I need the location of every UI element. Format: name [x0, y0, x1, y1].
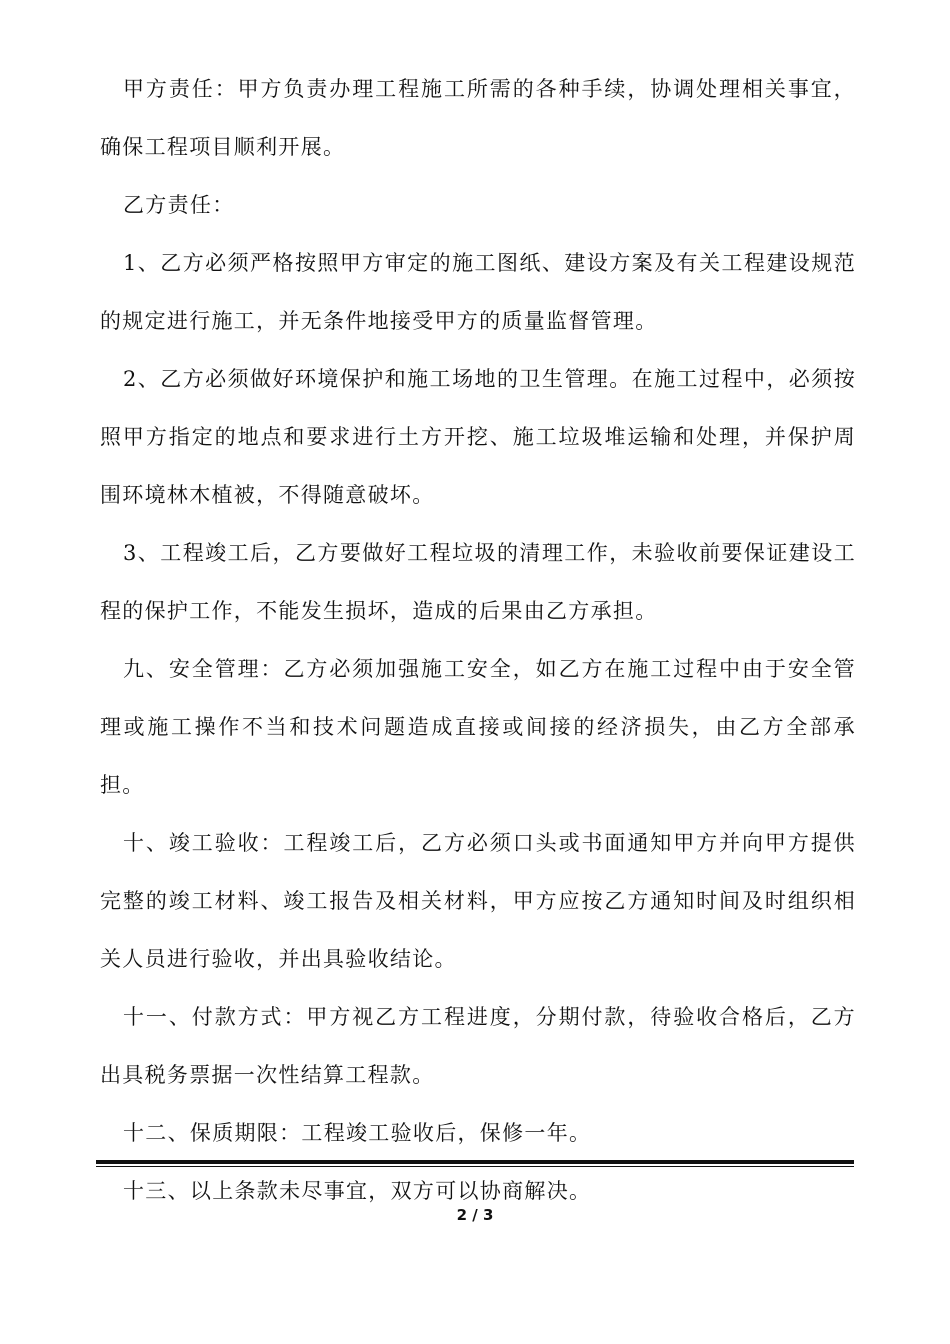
paragraph-safety-management: 九、安全管理：乙方必须加强施工安全，如乙方在施工过程中由于安全管理或施工操作不当和技术问题造成直接或间接的经济损失，由乙方全部承担。 [100, 657, 856, 797]
paragraph-payment-method: 十一、付款方式：甲方视乙方工程进度，分期付款，待验收合格后，乙方出具税务票据一次性结算工程款。 [100, 1005, 856, 1087]
footer-divider [96, 1160, 854, 1167]
paragraph-warranty-period: 十二、保质期限：工程竣工验收后，保修一年。 [123, 1121, 592, 1145]
paragraph-party-b-heading: 乙方责任： [123, 193, 235, 217]
footer-divider-thick-line [96, 1160, 854, 1164]
paragraph-party-b-item-3: 3、工程竣工后，乙方要做好工程垃圾的清理工作，未验收前要保证建设工程的保护工作，不能发生损坏，造成的后果由乙方承担。 [100, 541, 856, 623]
paragraph-party-b-item-2: 2、乙方必须做好环境保护和施工场地的卫生管理。在施工过程中，必须按照甲方指定的地点和要求进行土方开挖、施工垃圾堆运输和处理，并保护周围环境林木植被，不得随意破坏。 [100, 367, 856, 507]
page-number: 2 / 3 [456, 1206, 494, 1224]
paragraph-other-matters: 十三、以上条款未尽事宜，双方可以协商解决。 [123, 1179, 592, 1203]
paragraph-party-b-item-1: 1、乙方必须严格按照甲方审定的施工图纸、建设方案及有关工程建设规范的规定进行施工，并无条件地接受甲方的质量监督管理。 [100, 251, 856, 333]
paragraph-completion-acceptance: 十、竣工验收：工程竣工后，乙方必须口头或书面通知甲方并向甲方提供完整的竣工材料、竣工报告及相关材料，甲方应按乙方通知时间及时组织相关人员进行验收，并出具验收结论。 [100, 831, 856, 971]
document-body [100, 60, 856, 1220]
paragraph-party-a-responsibility: 甲方责任：甲方负责办理工程施工所需的各种手续，协调处理相关事宜，确保工程项目顺利开展。 [100, 77, 856, 159]
footer-divider-thin-line [96, 1166, 854, 1167]
